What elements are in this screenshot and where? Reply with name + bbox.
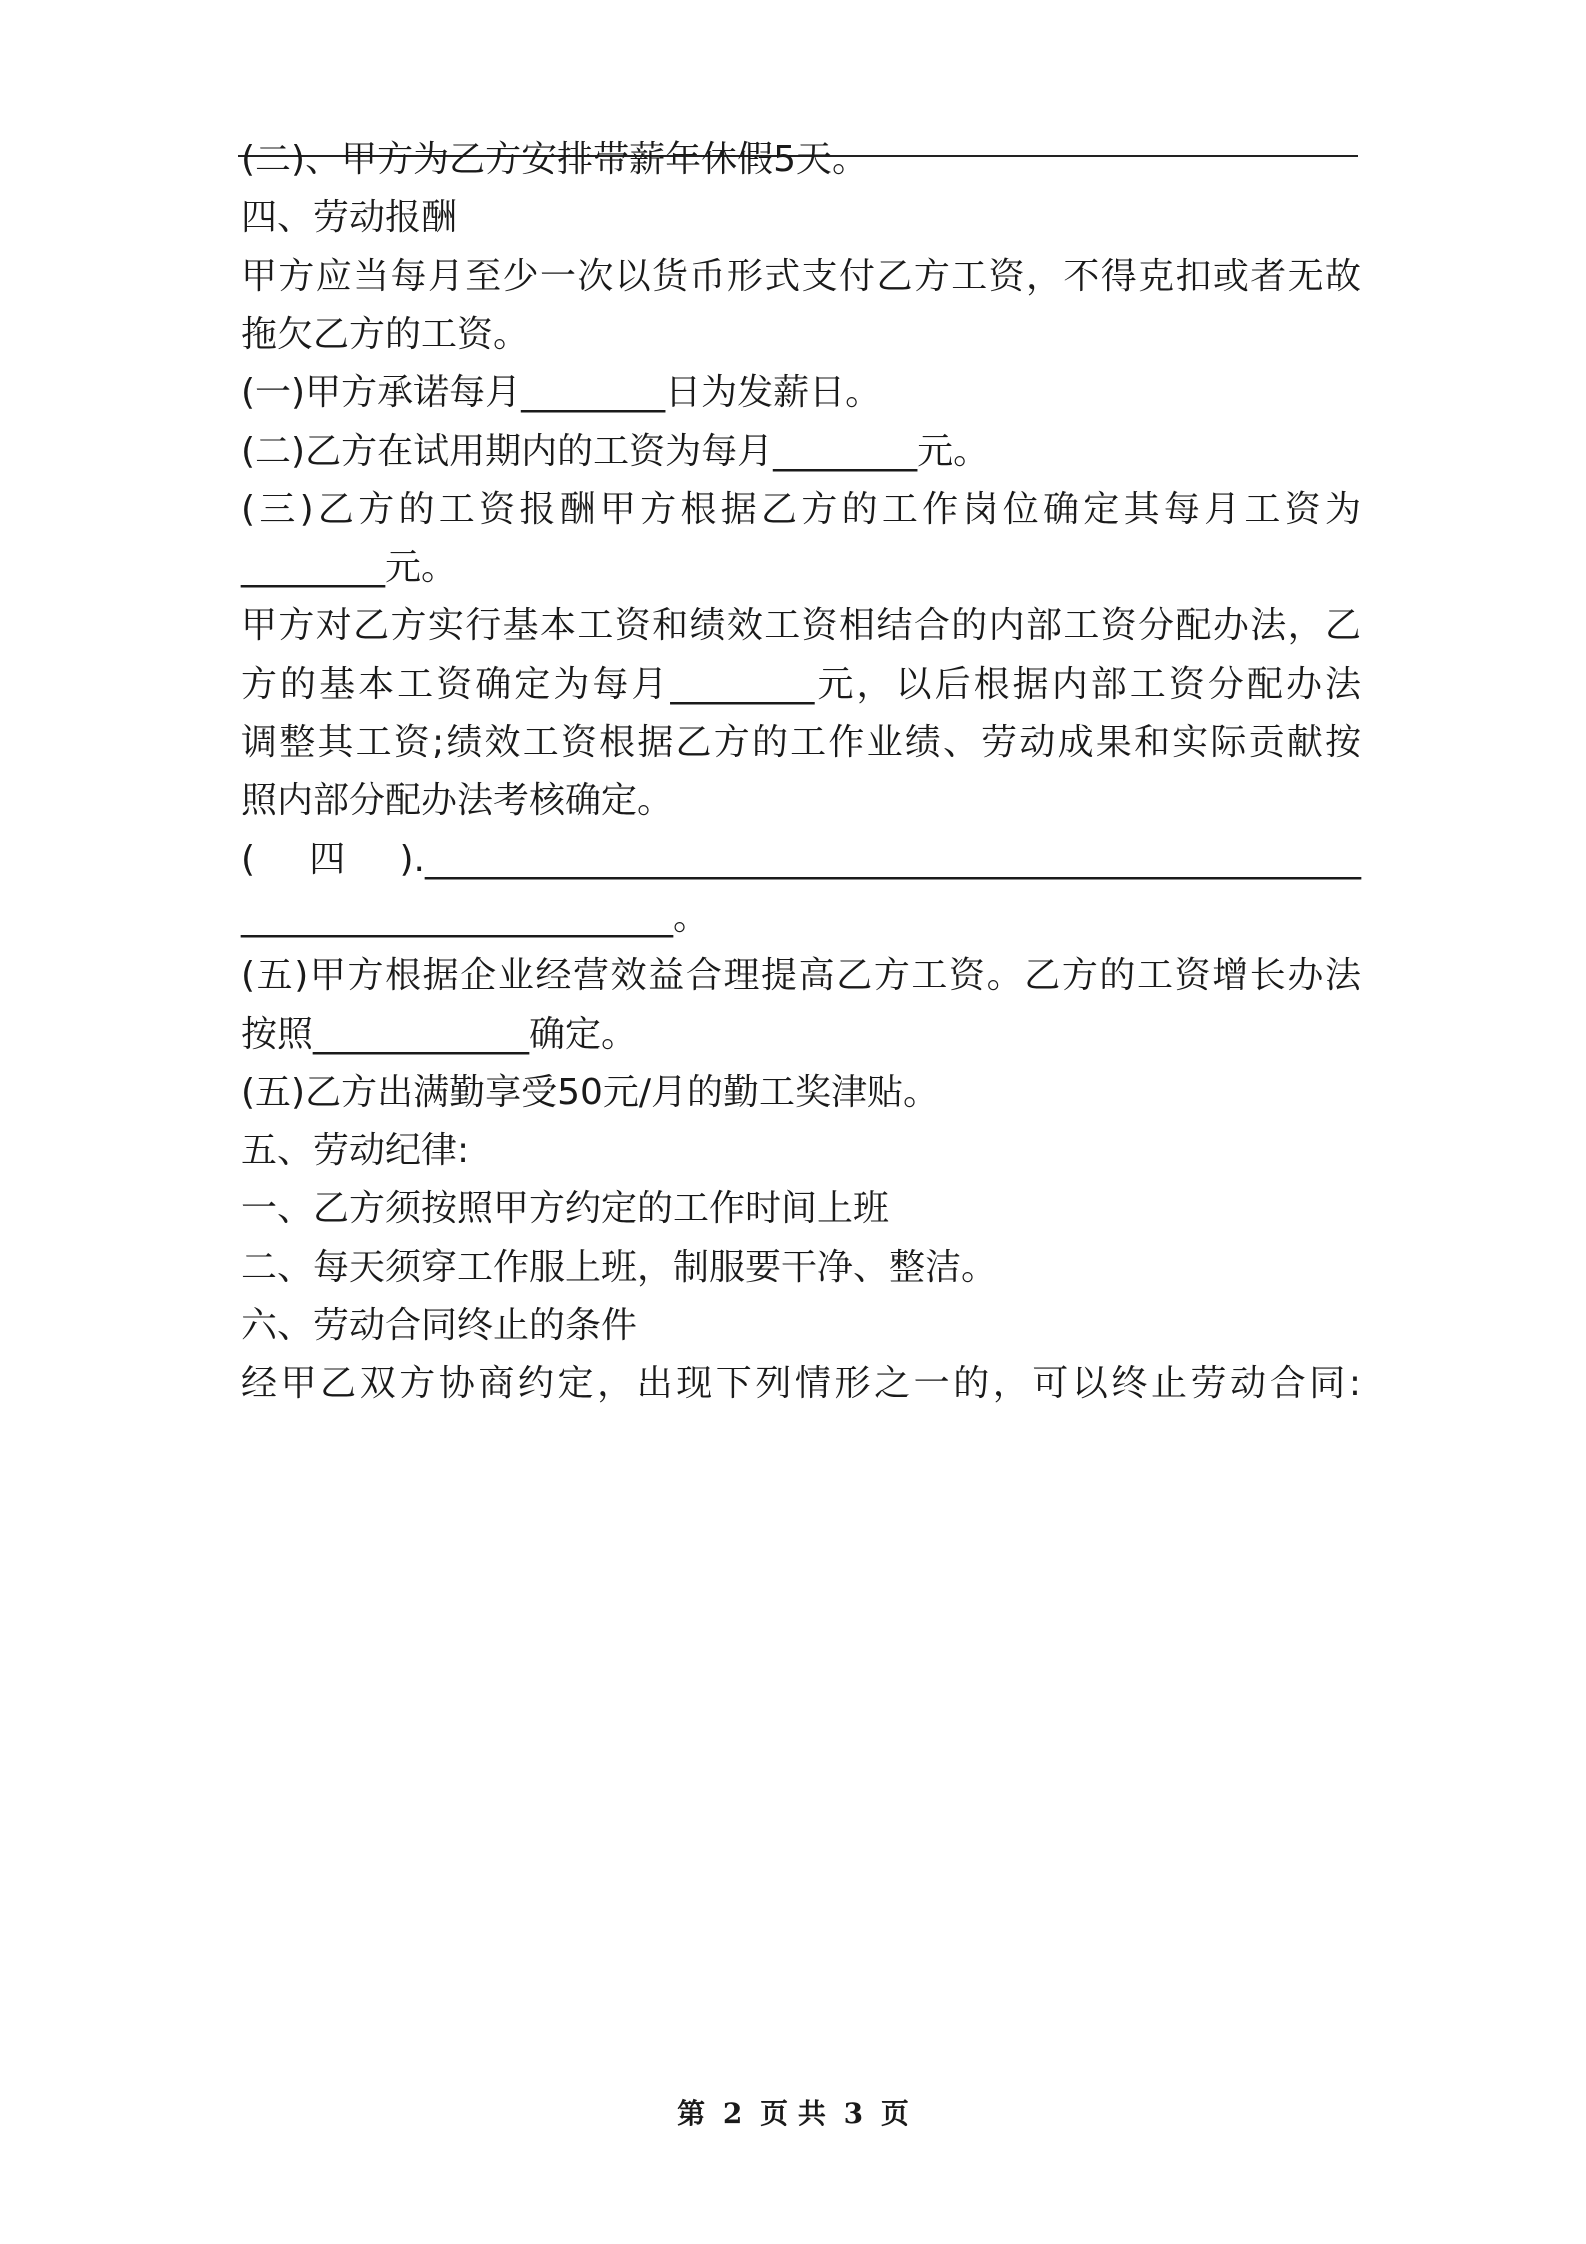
document-line: 拖欠乙方的工资。 xyxy=(241,314,530,355)
document-line: (二)、甲方为乙方安排带薪年休假5天。 xyxy=(241,139,868,180)
document-line: (五)甲方根据企业经营效益合理提高乙方工资。乙方的工资增长办法 xyxy=(241,955,1361,996)
document-line: (三)乙方的工资报酬甲方根据乙方的工作岗位确定其每月工资为 xyxy=(241,489,1361,530)
document-line: 一、乙方须按照甲方约定的工作时间上班 xyxy=(241,1188,890,1229)
page-footer xyxy=(0,2094,1586,2134)
document-line: 甲方应当每月至少一次以货币形式支付乙方工资，不得克扣或者无故 xyxy=(241,256,1361,297)
document-line: 五、劳动纪律: xyxy=(241,1130,470,1171)
document-line: (一)甲方承诺每月________日为发薪日。 xyxy=(241,372,882,413)
document-line: 经甲乙双方协商约定，出现下列情形之一的，可以终止劳动合同: xyxy=(241,1363,1361,1404)
document-line: 四、劳动报酬 xyxy=(241,197,458,238)
document-line: 方的基本工资确定为每月________元，以后根据内部工资分配办法 xyxy=(241,664,1361,705)
document-line: ________元。 xyxy=(241,547,458,588)
footer-page-number: 2 xyxy=(722,2097,743,2130)
document-line: 二、每天须穿工作服上班，制服要干净、整洁。 xyxy=(241,1247,998,1288)
document-line: 按照____________确定。 xyxy=(241,1014,638,1055)
document-line: 照内部分配办法考核确定。 xyxy=(241,780,674,821)
document-line: (二)乙方在试用期内的工资为每月________元。 xyxy=(241,431,990,472)
document-line: 调整其工资;绩效工资根据乙方的工作业绩、劳动成果和实际贡献按 xyxy=(241,722,1361,763)
document-line: (四).____________________________________________________ xyxy=(241,839,1361,880)
document-line: (五)乙方出满勤享受50元/月的勤工奖津贴。 xyxy=(241,1072,940,1113)
document-line: ________________________。 xyxy=(241,897,709,938)
footer-suffix: 页 xyxy=(880,2097,909,2130)
footer-prefix: 第 xyxy=(677,2097,706,2130)
document-line: 六、劳动合同终止的条件 xyxy=(241,1305,638,1346)
document-line: 甲方对乙方实行基本工资和绩效工资相结合的内部工资分配办法，乙 xyxy=(241,605,1361,646)
footer-mid: 页 共 xyxy=(760,2097,826,2130)
footer-page-total: 3 xyxy=(843,2097,864,2130)
